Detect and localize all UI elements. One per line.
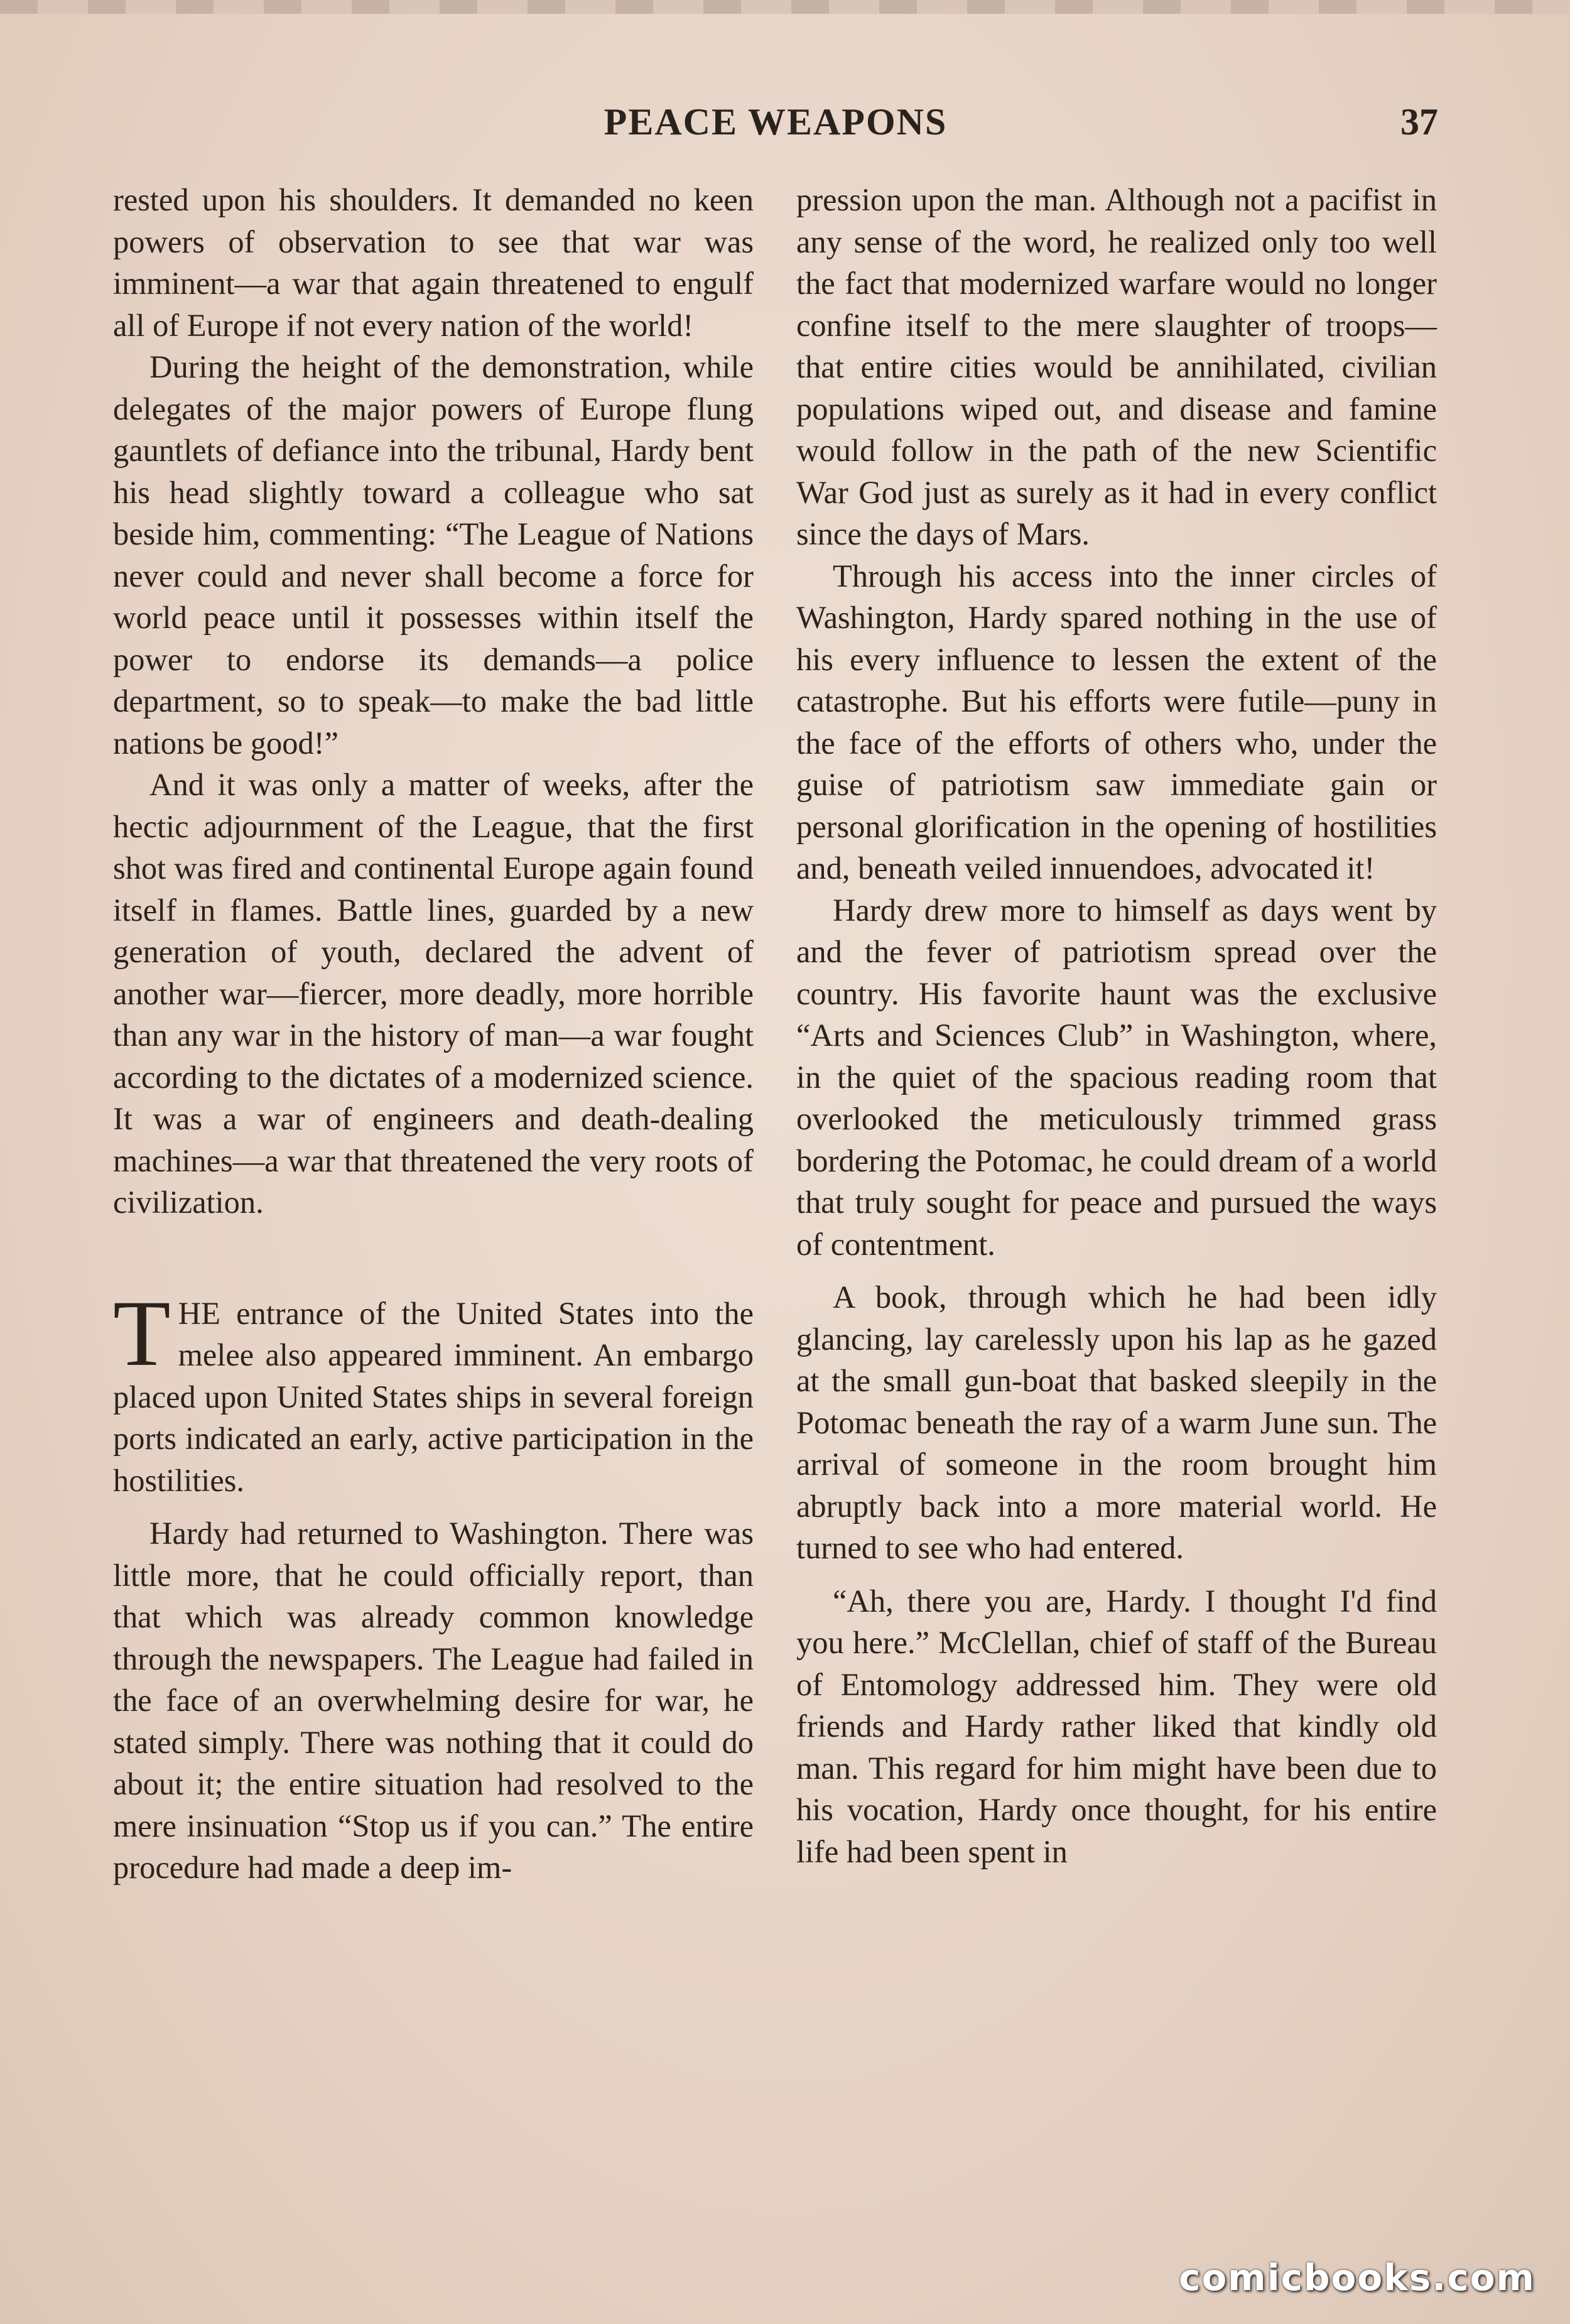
drop-cap: T xyxy=(113,1281,171,1386)
right-paragraph-1: pression upon the man. Although not a pacifist in any sense of the word, he realized only too well the fact that modernized warfare would no longer confine itself to the mere slaughter of troops—that entire cities would be annihilated, civilian populations wiped out, and disease and famine would follow in the path of the new Scientific War God just as surely as it had in every conflict since the days of Mars. xyxy=(796,182,1437,551)
watermark: comicbooks.com xyxy=(1179,2256,1535,2299)
page-header xyxy=(113,100,1438,157)
page-number: 37 xyxy=(1400,101,1438,143)
left-paragraph-4 xyxy=(113,1281,754,1502)
left-column xyxy=(113,179,754,2189)
left-paragraph-1: rested upon his shoulders. It demanded no keen powers of observation to see that war was imminent—a war that again threatened to engulf all of Europe if not every nation of the world! xyxy=(113,182,754,343)
page-top-edge xyxy=(0,0,1570,14)
right-paragraph-5: “Ah, there you are, Hardy. I thought I'd find you here.” McClellan, chief of staff of the Bureau of Entomology addressed him. They were old friends and Hardy rather liked that kindly old man. This regard for him might have been due to his vocation, Hardy once thought, for his entire life had been spent in xyxy=(796,1583,1437,1869)
left-paragraph-4-text: HE entrance of the United States into the melee also appeared imminent. An embargo placed upon United States ships in several foreign ports indicated an early, active participation in the hostilities. xyxy=(113,1295,754,1498)
left-paragraph-2: During the height of the demonstration, while delegates of the major powers of Europe flung gauntlets of defiance into the tribunal, Hardy bent his head slightly toward a colleague who sat beside him, commenting: “The League of Nations never could and never shall become a force for world peace until it possesses within itself the power to endorse its demands—a police department, so to speak—to make the bad little nations be good!” xyxy=(113,349,754,761)
right-column xyxy=(796,179,1437,2189)
right-paragraph-3: Hardy drew more to himself as days went by and the fever of patriotism spread over the country. His favorite haunt was the exclusive “Arts and Sciences Club” in Washington, where, in the quiet of the spacious reading room that overlooked the meticulously trimmed grass bordering the Potomac, he could dream of a world that truly sought for peace and pursued the ways of contentment. xyxy=(796,892,1437,1262)
running-head: PEACE WEAPONS xyxy=(604,101,948,143)
right-paragraph-2: Through his access into the inner circles of Washington, Hardy spared nothing in the use of his every influence to lessen the extent of the catastrophe. But his efforts were futile—puny in the face of the efforts of others who, under the guise of patriotism saw immediate gain or personal glorification in the opening of hostilities and, beneath veiled innuendoes, advocated it! xyxy=(796,558,1437,886)
right-paragraph-4: A book, through which he had been idly glancing, lay carelessly upon his lap as he gazed at the small gun-boat that basked sleepily in the Potomac beneath the ray of a warm June sun. The arrival of someone in the room brought him abruptly back into a more material world. He turned to see who had entered. xyxy=(796,1279,1437,1565)
left-paragraph-3: And it was only a matter of weeks, after the hectic adjournment of the League, that the first shot was fired and continental Europe again found itself in flames. Battle lines, guarded by a new generation of youth, declared the advent of another war—fiercer, more deadly, more horrible than any war in the history of man—a war fought according to the dictates of a modernized science. It was a war of engineers and death-dealing machines—a war that threatened the very roots of civilization. xyxy=(113,767,754,1220)
section-break xyxy=(113,1224,754,1293)
left-paragraph-5: Hardy had returned to Washington. There was little more, that he could officially report, than that which was already common knowledge through the newspapers. The League had failed in the face of an overwhelming desire for war, he stated simply. There was nothing that it could do about it; the entire situation had resolved to the mere insinuation “Stop us if you can.” The entire procedure had made a deep im- xyxy=(113,1516,754,1885)
